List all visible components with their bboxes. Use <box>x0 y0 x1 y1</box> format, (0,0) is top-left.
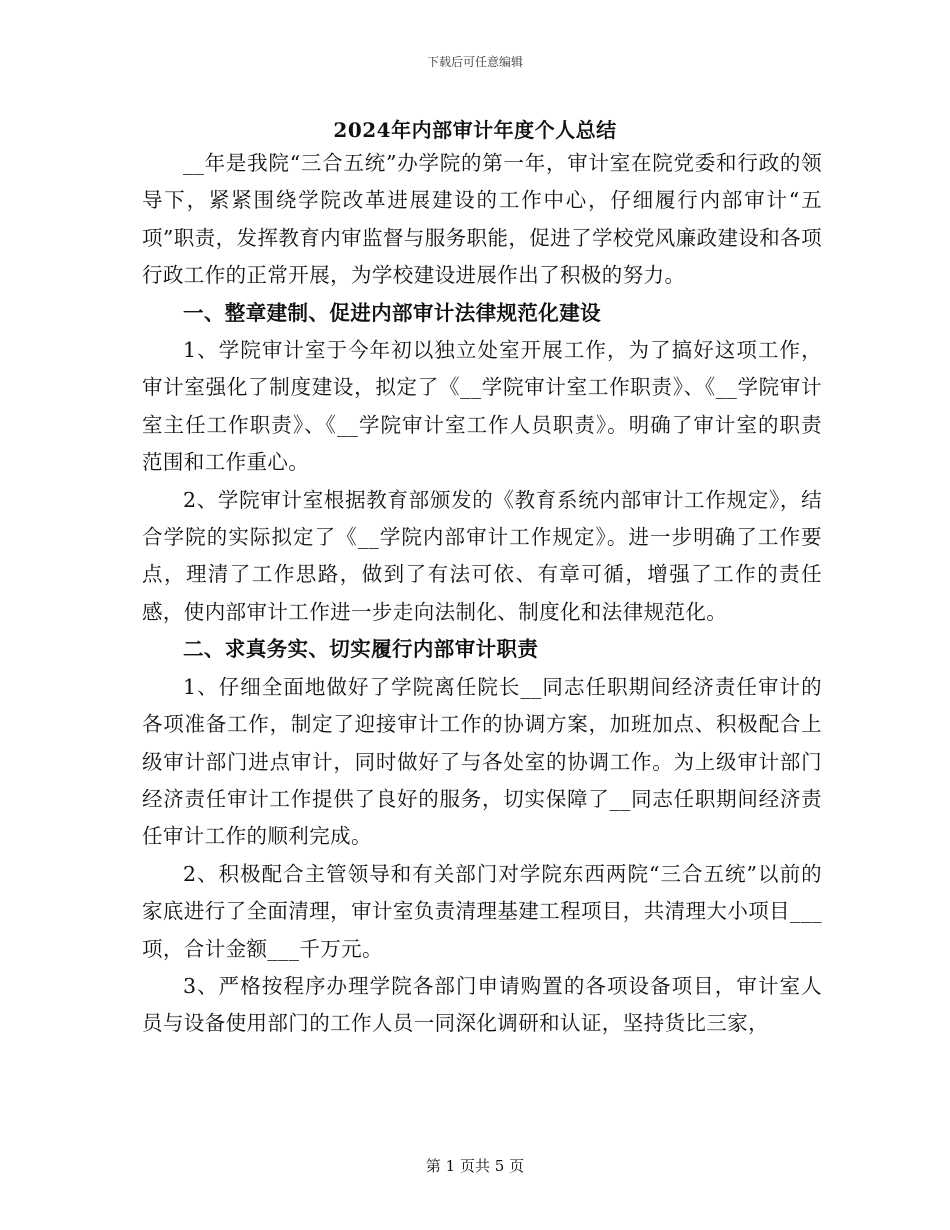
paragraph-2-1: 1、仔细全面地做好了学院离任院长__同志任职期间经济责任审计的各项准备工作，制定了迎接审计工作的协调方案，加班加点、积极配合上级审计部门进点审计，同时做好了与各处室的协调工作。为上级审计部门经济责任审计工作提供了良好的服务，切实保障了__同志任职期间经济责任审计工作的顺利完成。 <box>142 674 822 849</box>
paragraph-1-2: 2、学院审计室根据教育部颁发的《教育系统内部审计工作规定》，结合学院的实际拟定了《__学院内部审计工作规定》。进一步明确了工作要点，理清了工作思路，做到了有法可依、有章可循，增强了工作的责任感，使内部审计工作进一步走向法制化、制度化和法律规范化。 <box>142 487 822 624</box>
page-footer: 第 1 页共 5 页 <box>425 1157 525 1175</box>
section-heading-2: 二、求真务实、切实履行内部审计职责 <box>183 637 539 662</box>
document-title: 2024年内部审计年度个人总结 <box>333 118 617 142</box>
paragraph-2-2: 2、积极配合主管领导和有关部门对学院东西两院“三合五统”以前的家底进行了全面清理，审计室负责清理基建工程项目，共清理大小项目___项，合计金额___千万元。 <box>142 861 822 961</box>
header-note: 下载后可任意编辑 <box>426 55 523 69</box>
paragraph-2-3: 3、严格按程序办理学院各部门申请购置的各项设备项目，审计室人员与设备使用部门的工作人员一同深化调研和认证，坚持货比三家， <box>142 973 822 1036</box>
section-heading-1: 一、整章建制、促进内部审计法律规范化建设 <box>183 300 601 325</box>
paragraph-1-1: 1、学院审计室于今年初以独立处室开展工作，为了搞好这项工作，审计室强化了制度建设，拟定了《__学院审计室工作职责》、《__学院审计室主任工作职责》、《__学院审计室工作人员职责》。明确了审计室的职责范围和工作重心。 <box>142 338 822 475</box>
paragraph-intro: __年是我院“三合五统”办学院的第一年，审计室在院党委和行政的领导下，紧紧围绕学院改革进展建设的工作中心，仔细履行内部审计“五项”职责，发挥教育内审监督与服务职能，促进了学校党风廉政建设和各项行政工作的正常开展，为学校建设进展作出了积极的努力。 <box>142 151 822 288</box>
document-body <box>142 145 822 1043</box>
